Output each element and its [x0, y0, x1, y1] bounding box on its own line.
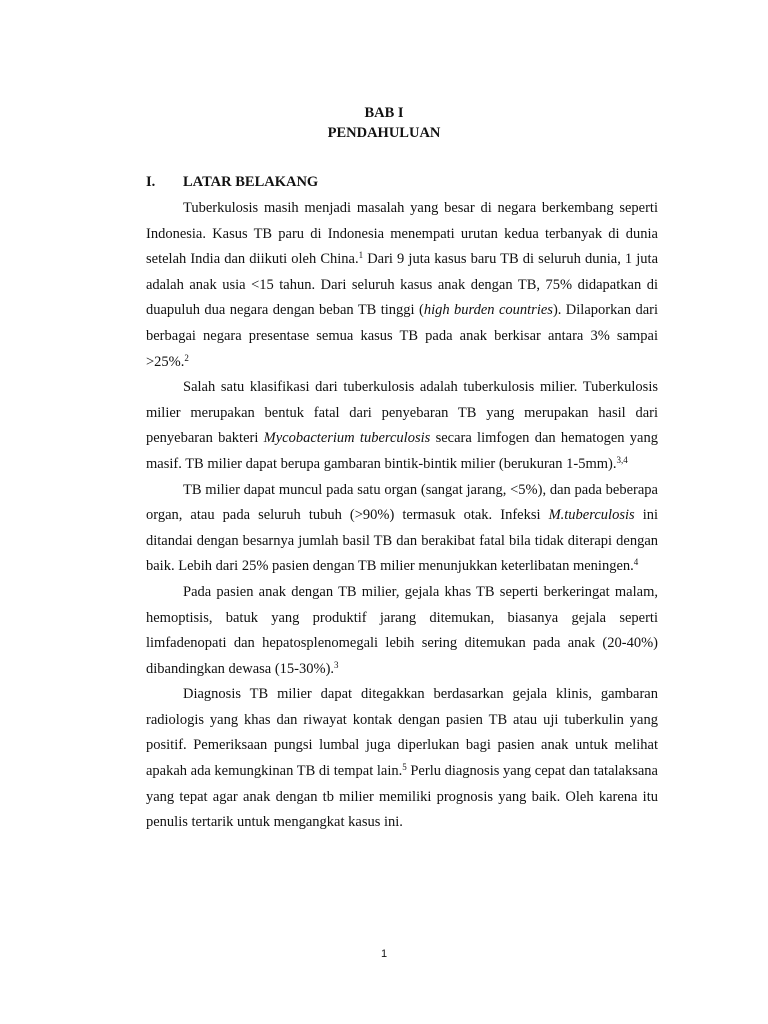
section-number: I. [146, 174, 156, 190]
citation-superscript: 3 [334, 659, 339, 670]
paragraph-3: TB milier dapat muncul pada satu organ (sangat jarang, <5%), dan pada beberapa organ, atau pada seluruh tubuh (>90%) termasuk otak. Infeksi M.tuberculosis ini ditandai dengan besarnya jumlah basil TB dan berakibat fatal bila tidak diterapi dengan baik. Lebih dari 25% pasien dengan TB milier menunjukkan keterlibatan meningen.$^4$ [146, 481, 659, 575]
citation-superscript: 2 [184, 352, 189, 363]
citation-superscript: 1 [358, 250, 364, 261]
paragraph-1: Tuberkulosis masih menjadi masalah yang besar di negara berkembang seperti Indonesia. Kasus TB paru di Indonesia menempati urutan kedua terbanyak di dunia setelah India dan diikuti oleh China.$^1$ Dari 9 juta kasus baru TB di seluruh dunia, 1 juta adalah anak usia <15 tahun. Dari seluruh kasus anak dengan TB, 75% didapatkan di duapuluh dua negara dengan beban TB tinggi (high burden countries). Dilaporkan dari berbagai negara presentase semua kasus TB pada anak berkisar antara 3% sampai >25%.$^2$ [146, 200, 659, 370]
body-text [146, 196, 658, 836]
section-heading [146, 172, 666, 192]
paragraph-5: Diagnosis TB milier dapat ditegakkan berdasarkan gejala klinis, gambaran radiologis yang khas dan riwayat kontak dengan pasien TB atau uji tuberkulin yang positif. Pemeriksaan pungsi lumbal juga diperlukan bagi pasien anak untuk melihat apakah ada kemungkinan TB di tempat lain.$^5$ Perlu diagnosis yang cepat dan tatalaksana yang tepat agar anak dengan tb milier memiliki prognosis yang baik. Oleh karena itu penulis tertarik untuk mengangkat kasus ini. [146, 686, 658, 831]
page-number: 1 [380, 948, 388, 960]
citation-superscript: 3,4 [616, 454, 628, 465]
italic-term: high burden countries [423, 302, 553, 319]
citation-superscript: 4 [633, 557, 639, 568]
paragraph-4: Pada pasien anak dengan TB milier, gejala khas TB seperti berkeringat malam, hemoptisis, batuk yang produktif jarang ditemukan, biasanya gejala seperti limfadenopati dan hepatosplenomegali lebih sering ditemukan pada anak (20-40%) dibandingkan dewasa (15-30%).$^3$ [146, 583, 658, 677]
citation-superscript: 5 [402, 762, 407, 773]
section-title: LATAR BELAKANG [183, 174, 319, 190]
chapter-title: PENDAHULUAN [327, 125, 441, 141]
paragraph-2: Salah satu klasifikasi dari tuberkulosis adalah tuberkulosis milier. Tuberkulosis milier merupakan bentuk fatal dari penyebaran TB yang merupakan hasil dari penyebaran bakteri Mycobacterium tuberculosis secara limfogen dan hematogen yang masif. TB milier dapat berupa gambaran bintik-bintik milier (berukuran 1-5mm).$^{3,4}$ [146, 379, 658, 472]
chapter-label: BAB I [364, 105, 404, 121]
italic-term: Mycobacterium tuberculosis [263, 430, 431, 447]
italic-term: M.tuberculosis [548, 507, 635, 524]
